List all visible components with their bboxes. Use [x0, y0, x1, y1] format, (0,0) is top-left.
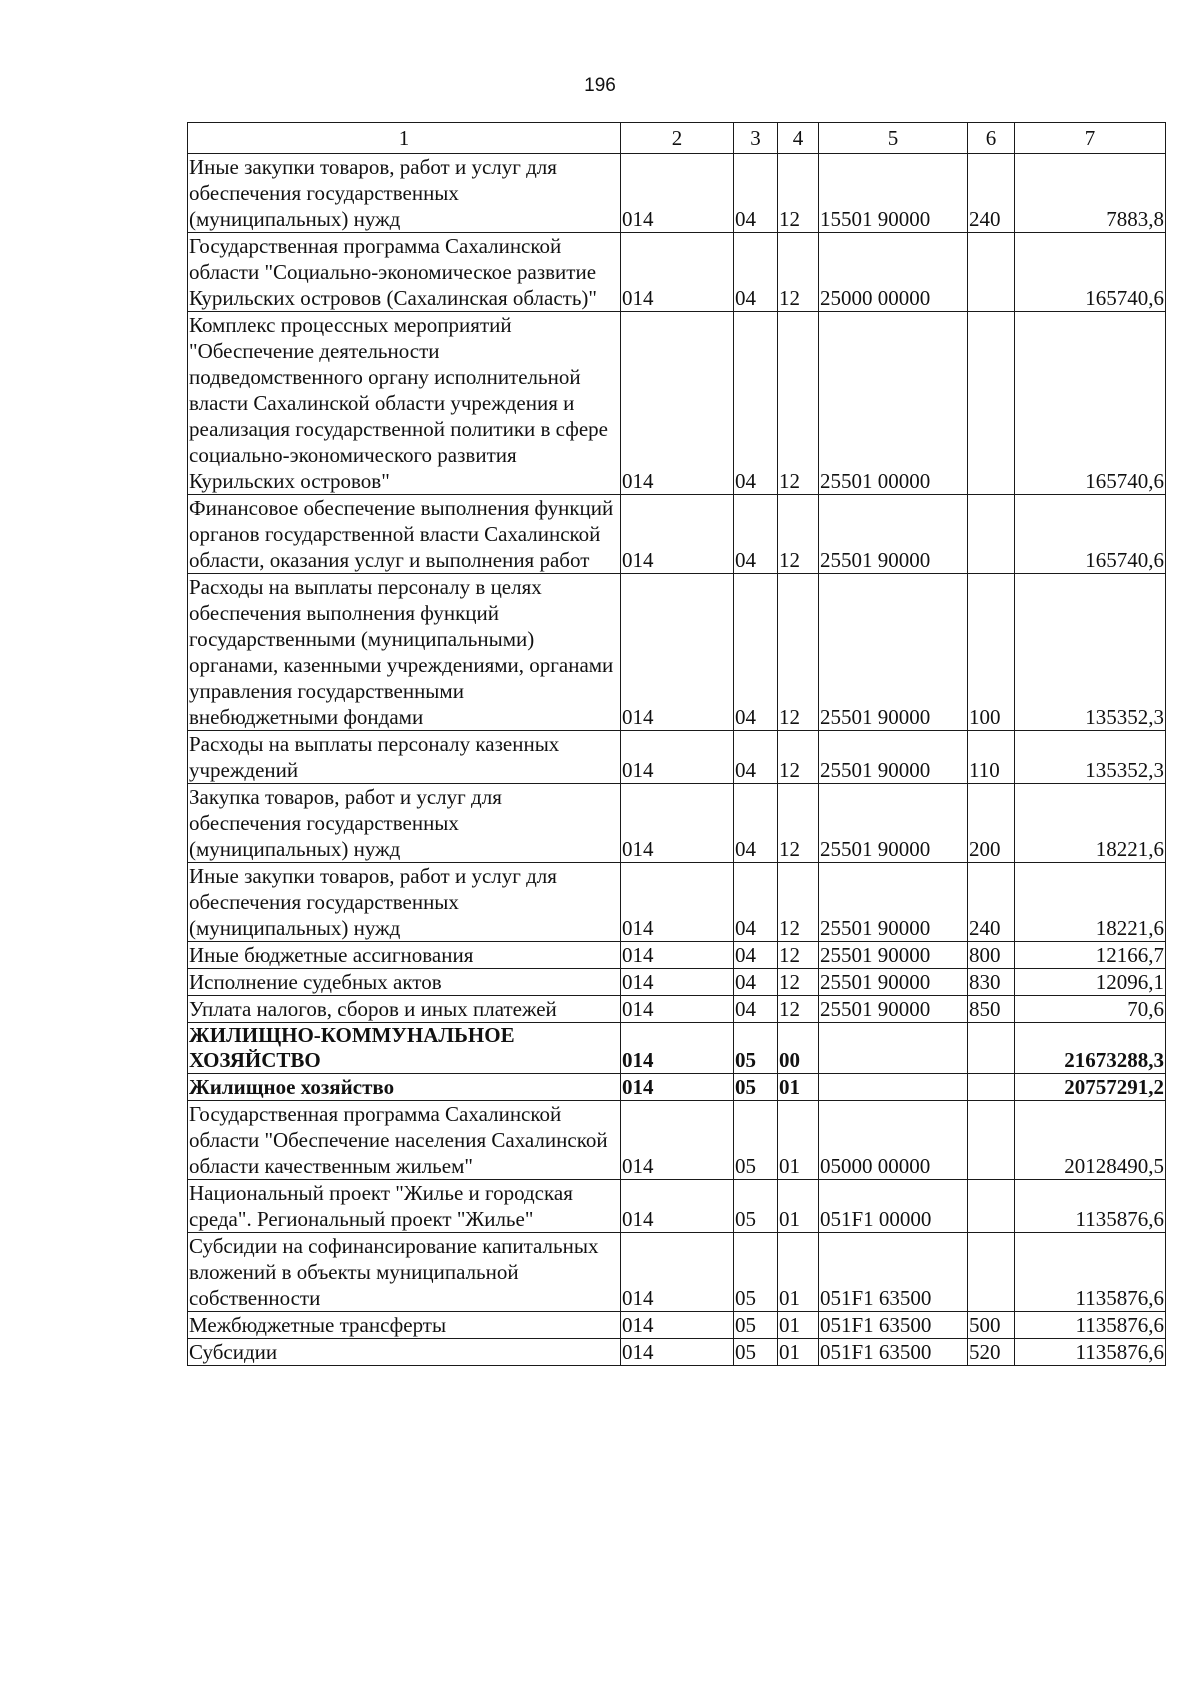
- row-amount-cell: 20757291,2: [1015, 1074, 1166, 1101]
- row-ministry-code-cell: 014: [621, 495, 734, 574]
- table-row: [188, 1233, 1166, 1312]
- row-target-article-cell: 25000 00000: [819, 233, 968, 312]
- row-ministry-code-cell: 014: [621, 942, 734, 969]
- row-section-code-cell: 04: [734, 942, 778, 969]
- header-row: [188, 123, 1166, 154]
- row-amount-cell: 18221,6: [1015, 784, 1166, 863]
- row-section-code-cell: 04: [734, 863, 778, 942]
- header-cell-2: 2: [621, 123, 734, 154]
- row-expense-type-cell: 100: [968, 574, 1015, 731]
- row-expense-type-cell: 500: [968, 1312, 1015, 1339]
- row-ministry-code-cell: 014: [621, 1074, 734, 1101]
- row-name-cell: Субсидии на софинансирование капитальных вложений в объекты муниципальной собственности: [188, 1233, 621, 1312]
- row-expense-type-cell: [968, 312, 1015, 495]
- row-target-article-cell: 051F1 63500: [819, 1233, 968, 1312]
- row-section-code-cell: 05: [734, 1023, 778, 1074]
- row-target-article-cell: 051F1 63500: [819, 1312, 968, 1339]
- row-name-cell: Государственная программа Сахалинской области "Социально-экономическое развитие Курильских островов (Сахалинская область)": [188, 233, 621, 312]
- row-ministry-code-cell: 014: [621, 1023, 734, 1074]
- row-expense-type-cell: [968, 1101, 1015, 1180]
- row-subsection-code-cell: 12: [778, 233, 819, 312]
- table-row: [188, 154, 1166, 233]
- row-ministry-code-cell: 014: [621, 784, 734, 863]
- table-row: [188, 996, 1166, 1023]
- row-subsection-code-cell: 12: [778, 863, 819, 942]
- row-name-cell: Закупка товаров, работ и услуг для обеспечения государственных (муниципальных) нужд: [188, 784, 621, 863]
- row-subsection-code-cell: 01: [778, 1233, 819, 1312]
- table-row: [188, 942, 1166, 969]
- row-expense-type-cell: 520: [968, 1339, 1015, 1366]
- row-amount-cell: 1135876,6: [1015, 1312, 1166, 1339]
- row-name-cell: Межбюджетные трансферты: [188, 1312, 621, 1339]
- row-amount-cell: 1135876,6: [1015, 1180, 1166, 1233]
- table-row: [188, 1339, 1166, 1366]
- row-expense-type-cell: [968, 1023, 1015, 1074]
- row-subsection-code-cell: 12: [778, 312, 819, 495]
- row-ministry-code-cell: 014: [621, 863, 734, 942]
- table-row: [188, 1180, 1166, 1233]
- row-name-cell: Финансовое обеспечение выполнения функций органов государственной власти Сахалинской области, оказания услуг и выполнения работ: [188, 495, 621, 574]
- table-row: [188, 1074, 1166, 1101]
- row-target-article-cell: 25501 90000: [819, 731, 968, 784]
- row-ministry-code-cell: 014: [621, 1339, 734, 1366]
- header-cell-5: 5: [819, 123, 968, 154]
- row-section-code-cell: 05: [734, 1312, 778, 1339]
- row-amount-cell: 165740,6: [1015, 312, 1166, 495]
- row-name-cell: Государственная программа Сахалинской области "Обеспечение населения Сахалинской области качественным жильем": [188, 1101, 621, 1180]
- row-amount-cell: 21673288,3: [1015, 1023, 1166, 1074]
- row-target-article-cell: 25501 90000: [819, 969, 968, 996]
- header-cell-1: 1: [188, 123, 621, 154]
- row-amount-cell: 1135876,6: [1015, 1339, 1166, 1366]
- row-ministry-code-cell: 014: [621, 233, 734, 312]
- row-ministry-code-cell: 014: [621, 731, 734, 784]
- row-section-code-cell: 04: [734, 154, 778, 233]
- row-target-article-cell: 051F1 00000: [819, 1180, 968, 1233]
- row-amount-cell: 1135876,6: [1015, 1233, 1166, 1312]
- row-name-cell: Иные закупки товаров, работ и услуг для обеспечения государственных (муниципальных) нужд: [188, 863, 621, 942]
- row-amount-cell: 70,6: [1015, 996, 1166, 1023]
- row-ministry-code-cell: 014: [621, 312, 734, 495]
- row-section-code-cell: 04: [734, 495, 778, 574]
- table-row: [188, 731, 1166, 784]
- row-expense-type-cell: 240: [968, 863, 1015, 942]
- row-ministry-code-cell: 014: [621, 1312, 734, 1339]
- row-section-code-cell: 05: [734, 1180, 778, 1233]
- row-amount-cell: 18221,6: [1015, 863, 1166, 942]
- row-section-code-cell: 04: [734, 731, 778, 784]
- row-subsection-code-cell: 12: [778, 495, 819, 574]
- row-name-cell: Жилищное хозяйство: [188, 1074, 621, 1101]
- row-target-article-cell: [819, 1023, 968, 1074]
- row-section-code-cell: 04: [734, 574, 778, 731]
- row-section-code-cell: 05: [734, 1339, 778, 1366]
- row-target-article-cell: 25501 90000: [819, 784, 968, 863]
- row-name-cell: Субсидии: [188, 1339, 621, 1366]
- row-expense-type-cell: [968, 1180, 1015, 1233]
- header-cell-7: 7: [1015, 123, 1166, 154]
- row-target-article-cell: 25501 90000: [819, 574, 968, 731]
- row-amount-cell: 165740,6: [1015, 495, 1166, 574]
- row-expense-type-cell: 200: [968, 784, 1015, 863]
- row-expense-type-cell: 240: [968, 154, 1015, 233]
- row-name-cell: Уплата налогов, сборов и иных платежей: [188, 996, 621, 1023]
- row-name-cell: Расходы на выплаты персоналу в целях обеспечения выполнения функций государственными (муниципальными) органами, казенными учреждениями, органами управления государственными внебюджетными фондами: [188, 574, 621, 731]
- row-ministry-code-cell: 014: [621, 969, 734, 996]
- row-expense-type-cell: [968, 233, 1015, 312]
- row-section-code-cell: 04: [734, 969, 778, 996]
- table-row: [188, 1312, 1166, 1339]
- row-subsection-code-cell: 01: [778, 1101, 819, 1180]
- row-name-cell: ЖИЛИЩНО-КОММУНАЛЬНОЕ ХОЗЯЙСТВО: [188, 1023, 621, 1074]
- row-target-article-cell: 25501 90000: [819, 942, 968, 969]
- row-ministry-code-cell: 014: [621, 1180, 734, 1233]
- row-amount-cell: 135352,3: [1015, 731, 1166, 784]
- table-row: [188, 1023, 1166, 1074]
- table-row: [188, 574, 1166, 731]
- row-target-article-cell: 25501 90000: [819, 863, 968, 942]
- row-subsection-code-cell: 12: [778, 996, 819, 1023]
- row-amount-cell: 12166,7: [1015, 942, 1166, 969]
- row-expense-type-cell: 850: [968, 996, 1015, 1023]
- table-row: [188, 863, 1166, 942]
- row-name-cell: Исполнение судебных актов: [188, 969, 621, 996]
- row-subsection-code-cell: 01: [778, 1339, 819, 1366]
- row-section-code-cell: 05: [734, 1233, 778, 1312]
- row-amount-cell: 165740,6: [1015, 233, 1166, 312]
- table-row: [188, 784, 1166, 863]
- row-section-code-cell: 04: [734, 312, 778, 495]
- page-number: 196: [584, 75, 616, 96]
- row-section-code-cell: 04: [734, 233, 778, 312]
- row-subsection-code-cell: 01: [778, 1312, 819, 1339]
- row-subsection-code-cell: 12: [778, 969, 819, 996]
- row-expense-type-cell: [968, 1074, 1015, 1101]
- row-section-code-cell: 04: [734, 996, 778, 1023]
- row-target-article-cell: 05000 00000: [819, 1101, 968, 1180]
- table-row: [188, 969, 1166, 996]
- row-name-cell: Иные бюджетные ассигнования: [188, 942, 621, 969]
- row-ministry-code-cell: 014: [621, 1233, 734, 1312]
- row-section-code-cell: 05: [734, 1101, 778, 1180]
- table-row: [188, 495, 1166, 574]
- row-name-cell: Комплекс процессных мероприятий "Обеспечение деятельности подведомственного органу исполнительной власти Сахалинской области учреждения и реализация государственной политики в сфере социально-экономического развития Курильских островов": [188, 312, 621, 495]
- row-subsection-code-cell: 12: [778, 574, 819, 731]
- table-row: [188, 312, 1166, 495]
- table-row: [188, 233, 1166, 312]
- row-name-cell: Национальный проект "Жилье и городская среда". Региональный проект "Жилье": [188, 1180, 621, 1233]
- row-expense-type-cell: [968, 495, 1015, 574]
- row-ministry-code-cell: 014: [621, 574, 734, 731]
- row-target-article-cell: [819, 1074, 968, 1101]
- row-subsection-code-cell: 12: [778, 784, 819, 863]
- row-expense-type-cell: [968, 1233, 1015, 1312]
- row-section-code-cell: 04: [734, 784, 778, 863]
- row-subsection-code-cell: 12: [778, 942, 819, 969]
- row-amount-cell: 7883,8: [1015, 154, 1166, 233]
- row-subsection-code-cell: 01: [778, 1180, 819, 1233]
- row-ministry-code-cell: 014: [621, 996, 734, 1023]
- row-name-cell: Расходы на выплаты персоналу казенных учреждений: [188, 731, 621, 784]
- header-cell-3: 3: [734, 123, 778, 154]
- row-subsection-code-cell: 12: [778, 154, 819, 233]
- row-target-article-cell: 25501 00000: [819, 312, 968, 495]
- row-subsection-code-cell: 00: [778, 1023, 819, 1074]
- row-amount-cell: 20128490,5: [1015, 1101, 1166, 1180]
- row-expense-type-cell: 830: [968, 969, 1015, 996]
- row-amount-cell: 12096,1: [1015, 969, 1166, 996]
- row-ministry-code-cell: 014: [621, 154, 734, 233]
- row-amount-cell: 135352,3: [1015, 574, 1166, 731]
- row-expense-type-cell: 110: [968, 731, 1015, 784]
- budget-table: [187, 122, 1166, 1366]
- table-row: [188, 1101, 1166, 1180]
- row-subsection-code-cell: 01: [778, 1074, 819, 1101]
- row-target-article-cell: 15501 90000: [819, 154, 968, 233]
- row-target-article-cell: 25501 90000: [819, 996, 968, 1023]
- row-expense-type-cell: 800: [968, 942, 1015, 969]
- header-cell-4: 4: [778, 123, 819, 154]
- header-cell-6: 6: [968, 123, 1015, 154]
- row-target-article-cell: 051F1 63500: [819, 1339, 968, 1366]
- row-section-code-cell: 05: [734, 1074, 778, 1101]
- row-name-cell: Иные закупки товаров, работ и услуг для обеспечения государственных (муниципальных) нужд: [188, 154, 621, 233]
- row-ministry-code-cell: 014: [621, 1101, 734, 1180]
- row-target-article-cell: 25501 90000: [819, 495, 968, 574]
- row-subsection-code-cell: 12: [778, 731, 819, 784]
